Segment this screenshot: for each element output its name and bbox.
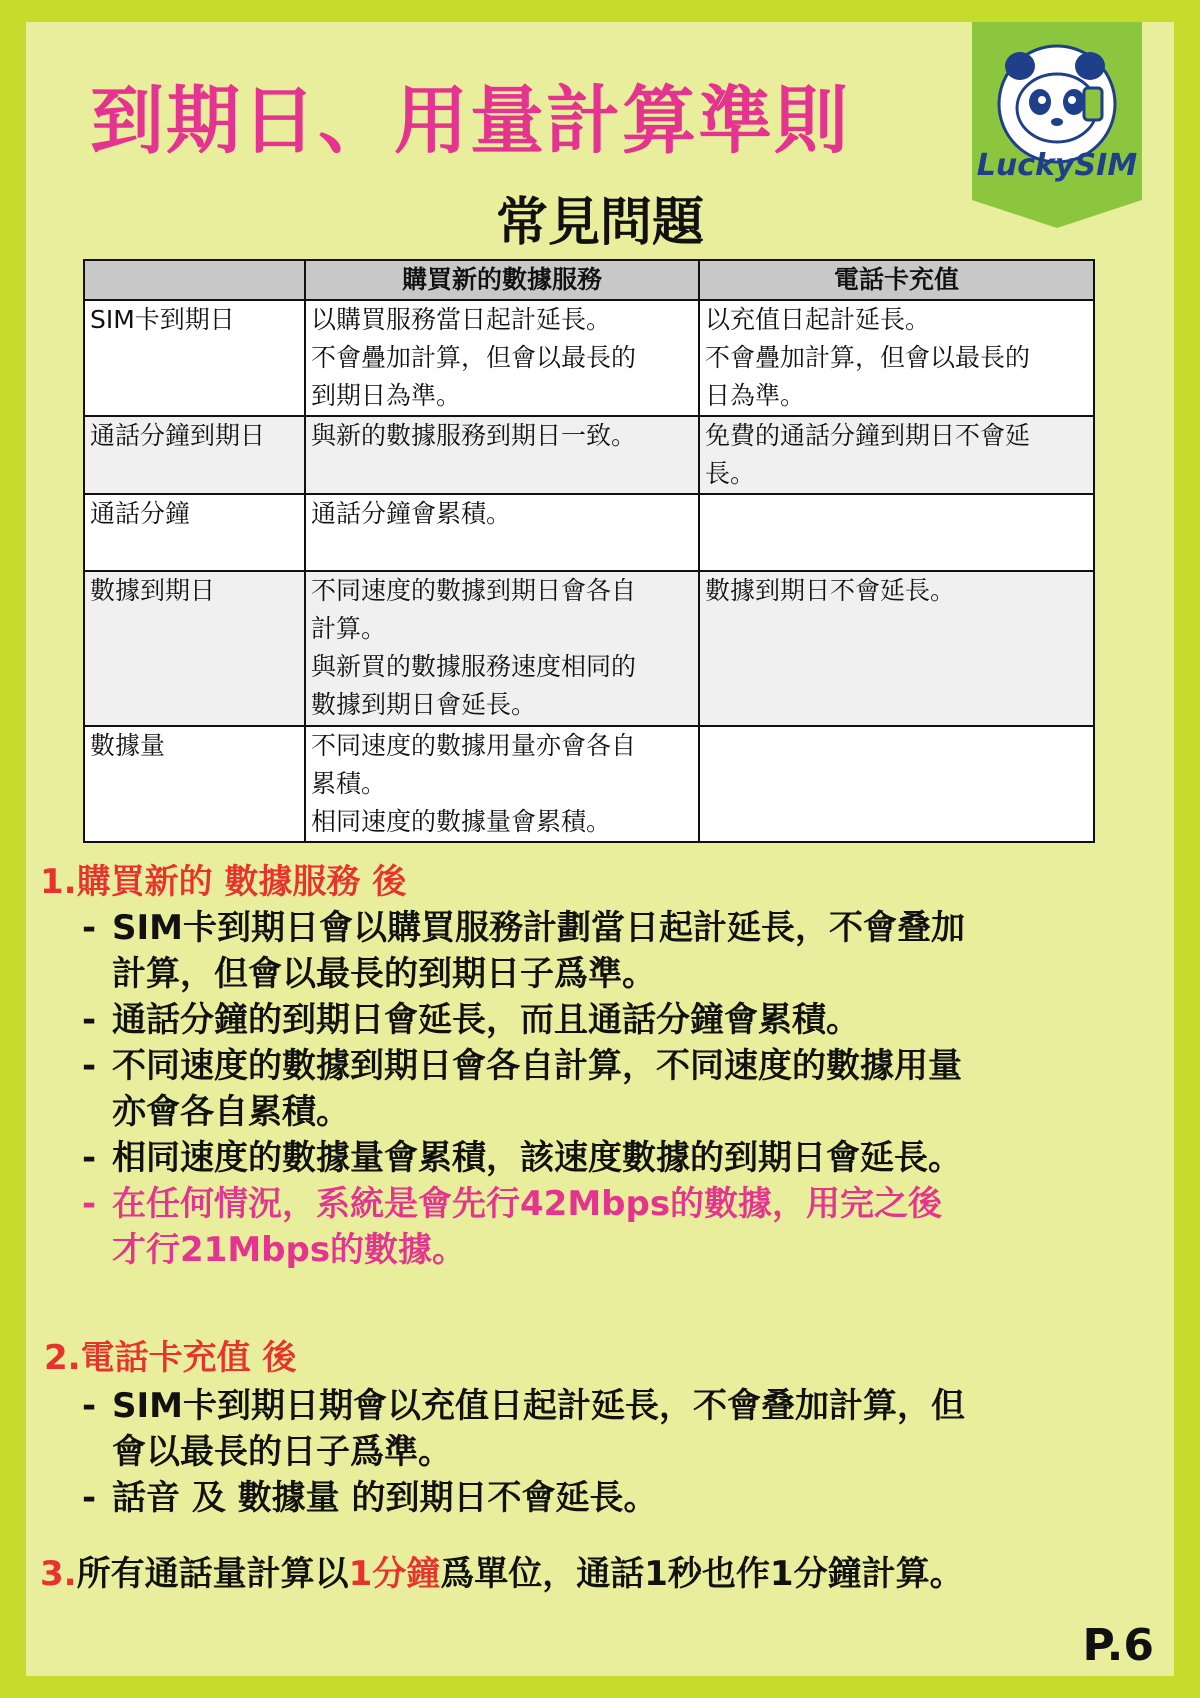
cell-line: 與新買的數據服務速度相同的 bbox=[311, 652, 637, 681]
table-cell bbox=[305, 494, 699, 571]
cell-line: 通話分鐘會累積。 bbox=[311, 499, 512, 528]
page-number: P.6 bbox=[1082, 1620, 1154, 1671]
bullet-line: 話音 及 數據量 的到期日不會延長。 bbox=[112, 1478, 658, 1518]
list-item bbox=[82, 1181, 1132, 1273]
bullet-dash: - bbox=[82, 1046, 97, 1086]
cell-line: 數據到期日會延長。 bbox=[311, 690, 537, 719]
table-row bbox=[84, 494, 1094, 571]
cell-line: 與新的數據服務到期日一致。 bbox=[311, 421, 637, 450]
bullet-line: SIM卡到期日期會以充值日起計延長，不會叠加計算，但 bbox=[112, 1386, 965, 1426]
section-1-heading: 1.購買新的 數據服務 後 bbox=[40, 862, 407, 902]
table-cell bbox=[699, 416, 1094, 494]
cell-line: 日為準。 bbox=[705, 381, 806, 410]
bullet-dash: - bbox=[82, 1000, 97, 1040]
table-cell bbox=[699, 494, 1094, 571]
bullet-line: 亦會各自累積。 bbox=[112, 1092, 350, 1132]
cell-line: 相同速度的數據量會累積。 bbox=[311, 807, 612, 836]
section-1-list bbox=[82, 905, 1132, 1273]
section-3-number: 3. bbox=[40, 1554, 77, 1594]
table-cell bbox=[699, 571, 1094, 726]
section-3-text-2: 爲單位，通話1秒也作1分鐘計算。 bbox=[440, 1554, 964, 1594]
list-item bbox=[82, 1383, 1132, 1475]
table-cell bbox=[305, 726, 699, 842]
table-cell bbox=[699, 726, 1094, 842]
section-2-list bbox=[82, 1383, 1132, 1521]
section-2-heading: 2.電話卡充值 後 bbox=[44, 1338, 297, 1378]
list-item bbox=[82, 997, 1132, 1043]
faq-table bbox=[83, 259, 1095, 843]
list-item bbox=[82, 905, 1132, 997]
row-label: SIM卡到期日 bbox=[84, 300, 305, 416]
cell-line: 累積。 bbox=[311, 769, 387, 798]
section-3-note bbox=[40, 1546, 964, 1595]
table-cell bbox=[305, 571, 699, 726]
cell-line: 計算。 bbox=[311, 614, 387, 643]
table-cell bbox=[305, 416, 699, 494]
cell-line: 不同速度的數據用量亦會各自 bbox=[311, 731, 637, 760]
cell-line: 數據到期日不會延長。 bbox=[705, 576, 956, 605]
table-row bbox=[84, 571, 1094, 726]
bullet-line: 通話分鐘的到期日會延長，而且通話分鐘會累積。 bbox=[112, 1000, 860, 1040]
section-3-highlight: 1分鐘 bbox=[348, 1554, 441, 1594]
row-label: 通話分鐘到期日 bbox=[84, 416, 305, 494]
brand-name: LuckySIM bbox=[976, 148, 1138, 183]
row-label: 通話分鐘 bbox=[84, 494, 305, 571]
cell-line: 免費的通話分鐘到期日不會延 bbox=[705, 421, 1031, 450]
table-header-topup: 電話卡充值 bbox=[699, 260, 1094, 300]
row-label: 數據量 bbox=[84, 726, 305, 842]
table-header-row bbox=[84, 260, 1094, 300]
bullet-line: 在任何情況，系統是會先行42Mbps的數據，用完之後 bbox=[112, 1184, 943, 1224]
bullet-dash: - bbox=[82, 1386, 97, 1426]
bullet-line: 相同速度的數據量會累積，該速度數據的到期日會延長。 bbox=[112, 1138, 962, 1178]
table-cell bbox=[305, 300, 699, 416]
cell-line: 不同速度的數據到期日會各自 bbox=[311, 576, 637, 605]
bullet-line: 不同速度的數據到期日會各自計算，不同速度的數據用量 bbox=[112, 1046, 962, 1086]
bullet-dash: - bbox=[82, 908, 97, 948]
cell-line: 長。 bbox=[705, 459, 756, 488]
page-subtitle: 常見問題 bbox=[495, 193, 704, 253]
table-row bbox=[84, 300, 1094, 416]
section-3-text-1: 所有通話量計算以 bbox=[76, 1554, 349, 1594]
cell-line: 以充值日起計延長。 bbox=[705, 305, 931, 334]
cell-line: 以購買服務當日起計延長。 bbox=[311, 305, 612, 334]
row-label: 數據到期日 bbox=[84, 571, 305, 726]
bullet-dash: - bbox=[82, 1138, 97, 1178]
cell-line: 到期日為準。 bbox=[311, 381, 462, 410]
bullet-line: 才行21Mbps的數據。 bbox=[112, 1230, 467, 1270]
table-row bbox=[84, 416, 1094, 494]
list-item bbox=[82, 1135, 1132, 1181]
cell-line: 不會疊加計算，但會以最長的 bbox=[311, 343, 637, 372]
list-item bbox=[82, 1043, 1132, 1135]
table-header-empty bbox=[84, 260, 305, 300]
table-row bbox=[84, 726, 1094, 842]
cell-line: 不會疊加計算，但會以最長的 bbox=[705, 343, 1031, 372]
bullet-line: SIM卡到期日會以購買服務計劃當日起計延長，不會叠加 bbox=[112, 908, 965, 948]
bullet-line: 計算，但會以最長的到期日子爲準。 bbox=[112, 954, 656, 994]
table-header-new-data: 購買新的數據服務 bbox=[305, 260, 699, 300]
list-item bbox=[82, 1475, 1132, 1521]
table-cell bbox=[699, 300, 1094, 416]
bullet-dash: - bbox=[82, 1478, 97, 1518]
bullet-line: 會以最長的日子爲準。 bbox=[112, 1432, 452, 1472]
bullet-dash: - bbox=[82, 1184, 97, 1224]
page-title: 到期日、用量計算準則 bbox=[90, 78, 850, 164]
